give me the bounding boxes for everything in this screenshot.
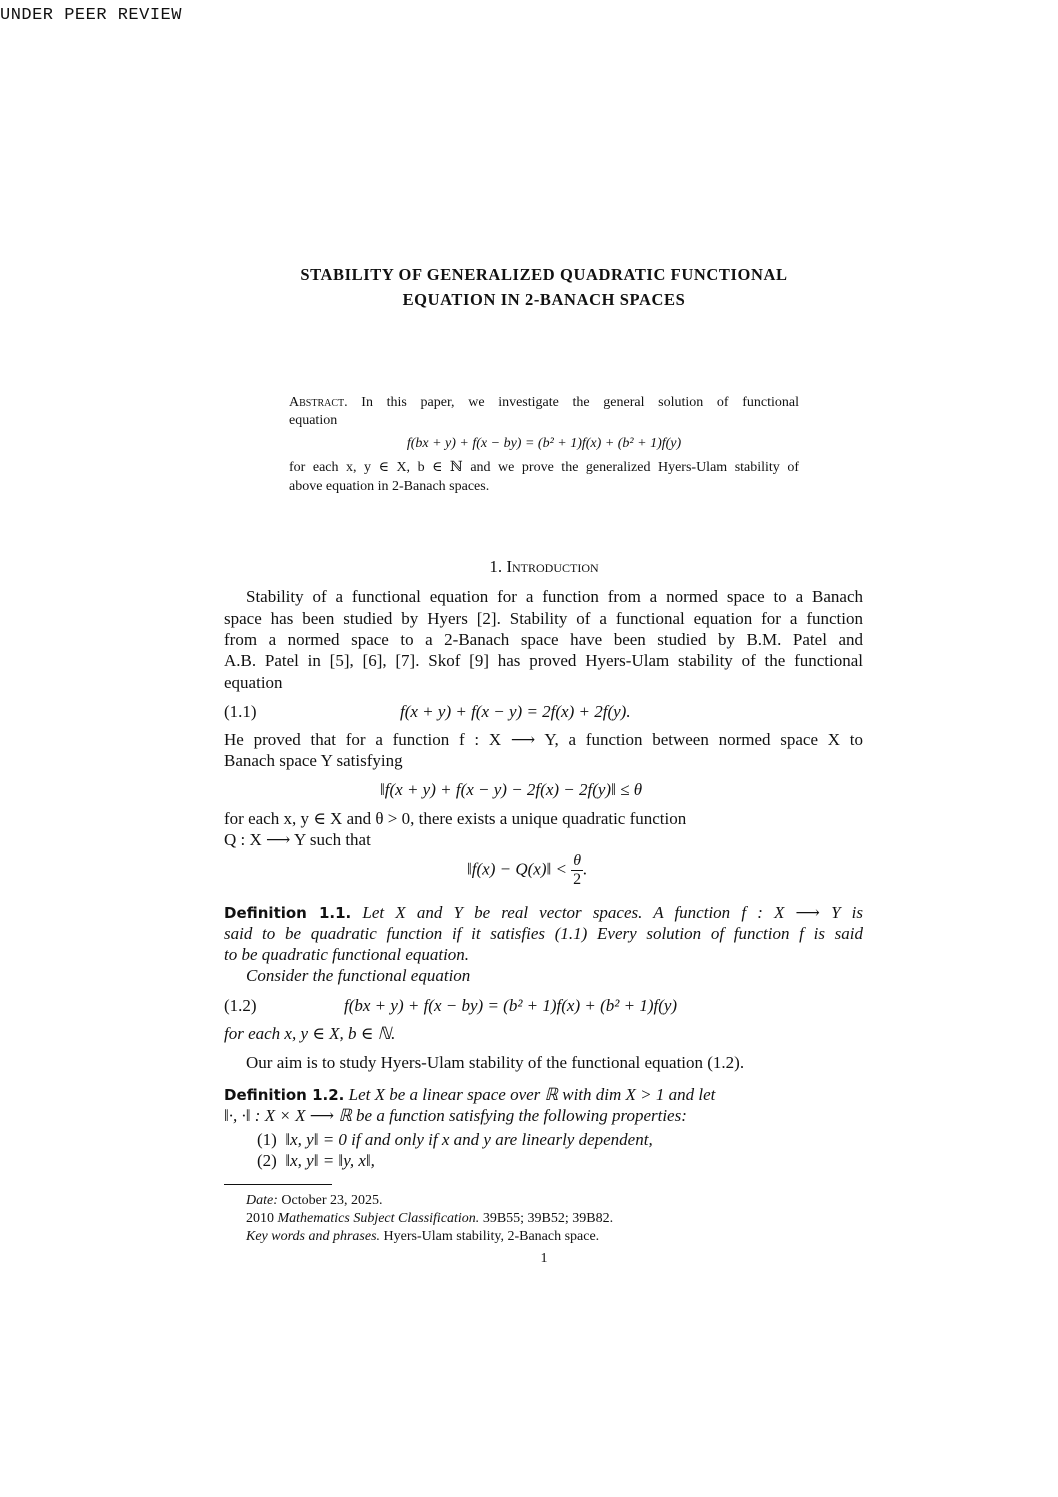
fraction-numerator: θ — [573, 852, 582, 869]
footnote-value: 39B55; 39B52; 39B82. — [482, 1211, 614, 1226]
intro-line: Stability of a functional equation for a function from a normed space to a Banach — [246, 587, 863, 606]
norm-inequality: ‖f(x + y) + f(x − y) − 2f(x) − 2f(y)‖ ≤ θ — [380, 780, 643, 799]
definition-1-1-line-1 — [224, 903, 863, 923]
intro-line: equation — [224, 673, 283, 692]
watermark: UNDER PEER REVIEW — [0, 6, 182, 25]
footnote-value: Hyers-Ulam stability, 2-Banach space. — [383, 1229, 600, 1244]
body-line: for each x, y ∈ X, b ∈ ℕ. — [224, 1024, 396, 1043]
definition-text: Let X be a linear space over ℝ with dim X > 1 and let — [348, 1085, 716, 1104]
paper-title-line-1: STABILITY OF GENERALIZED QUADRATIC FUNCTIONAL — [300, 265, 788, 284]
definition-label: Definition 1.2. — [224, 1086, 345, 1104]
intro-line: A.B. Patel in [5], [6], [7]. Skof [9] has proved Hyers-Ulam stability of the functional — [224, 651, 863, 670]
definition-1-2-line-2: ‖·, ·‖ : X × X ⟶ ℝ be a function satisfying the following properties: — [224, 1106, 687, 1125]
equation-1-2: f(bx + y) + f(x − by) = (b² + 1)f(x) + (b² + 1)f(y) — [344, 996, 678, 1015]
body-line: Banach space Y satisfying — [224, 751, 403, 770]
footnote-rule — [224, 1184, 332, 1185]
intro-line: space has been studied by Hyers [2]. Stability of a functional equation for a function — [224, 609, 863, 628]
quadratic-bound-equation — [467, 852, 587, 889]
period: . — [583, 859, 588, 879]
abstract-label: Abstract. — [289, 395, 348, 410]
footnote-date — [246, 1192, 382, 1210]
definition-1-2-line-1 — [224, 1085, 715, 1105]
body-line: for each x, y ∈ X and θ > 0, there exists a unique quadratic function — [224, 809, 687, 828]
footnote-value: October 23, 2025. — [281, 1193, 383, 1208]
equation-number-1-1: (1.1) — [224, 702, 257, 721]
footnote-year: 2010 — [246, 1211, 274, 1226]
abstract-line-1 — [289, 394, 799, 412]
abstract-equation: f(bx + y) + f(x − by) = (b² + 1)f(x) + (b² + 1)f(y) — [406, 436, 682, 451]
equation-1-1: f(x + y) + f(x − y) = 2f(x) + 2f(y). — [400, 702, 631, 721]
body-line: Q : X ⟶ Y such that — [224, 830, 371, 849]
definition-1-1-line-3: to be quadratic functional equation. — [224, 945, 470, 964]
footnote-label: Date: — [246, 1193, 278, 1208]
item-text: ‖x, y‖ = ‖y, x‖, — [285, 1151, 375, 1170]
aim-statement: Our aim is to study Hyers-Ulam stability of the functional equation (1.2). — [246, 1053, 745, 1072]
property-item-2 — [257, 1151, 375, 1171]
abstract-line-3: for each x, y ∈ X, b ∈ ℕ and we prove the generalized Hyers-Ulam stability of — [289, 460, 799, 475]
footnote-keywords — [246, 1228, 599, 1246]
body-line: He proved that for a function f : X ⟶ Y, a function between normed space X to — [224, 730, 863, 749]
abstract-text: In this paper, we investigate the general solution of functional — [361, 395, 799, 410]
definition-label: Definition 1.1. — [224, 904, 352, 922]
definition-1-1-line-4: Consider the functional equation — [246, 966, 471, 985]
equation-lhs: ‖f(x) − Q(x)‖ < — [467, 859, 567, 879]
definition-1-1-line-2: said to be quadratic function if it satisfies (1.1) Every solution of function f is said — [224, 924, 863, 943]
intro-line: from a normed space to a 2-Banach space have been studied by B.M. Patel and — [224, 630, 863, 649]
footnote-label: Mathematics Subject Classification. — [277, 1211, 480, 1226]
item-number: (2) — [257, 1151, 277, 1170]
property-item-1 — [257, 1130, 653, 1150]
equation-number-1-2: (1.2) — [224, 996, 257, 1015]
paper-title-line-2: EQUATION IN 2-BANACH SPACES — [402, 290, 686, 309]
abstract-line-2: equation — [289, 413, 338, 428]
section-heading: 1. Introduction — [489, 557, 599, 576]
page-number: 1 — [540, 1251, 548, 1266]
abstract-line-4: above equation in 2-Banach spaces. — [289, 479, 490, 494]
fraction-denominator: 2 — [573, 871, 582, 888]
fraction — [571, 852, 583, 889]
item-number: (1) — [257, 1130, 277, 1149]
item-text: ‖x, y‖ = 0 if and only if x and y are linearly dependent, — [285, 1130, 653, 1149]
footnote-label: Key words and phrases. — [246, 1229, 381, 1244]
footnote-msc — [246, 1210, 613, 1228]
definition-text: Let X and Y be real vector spaces. A function f : X ⟶ Y is — [362, 903, 864, 922]
